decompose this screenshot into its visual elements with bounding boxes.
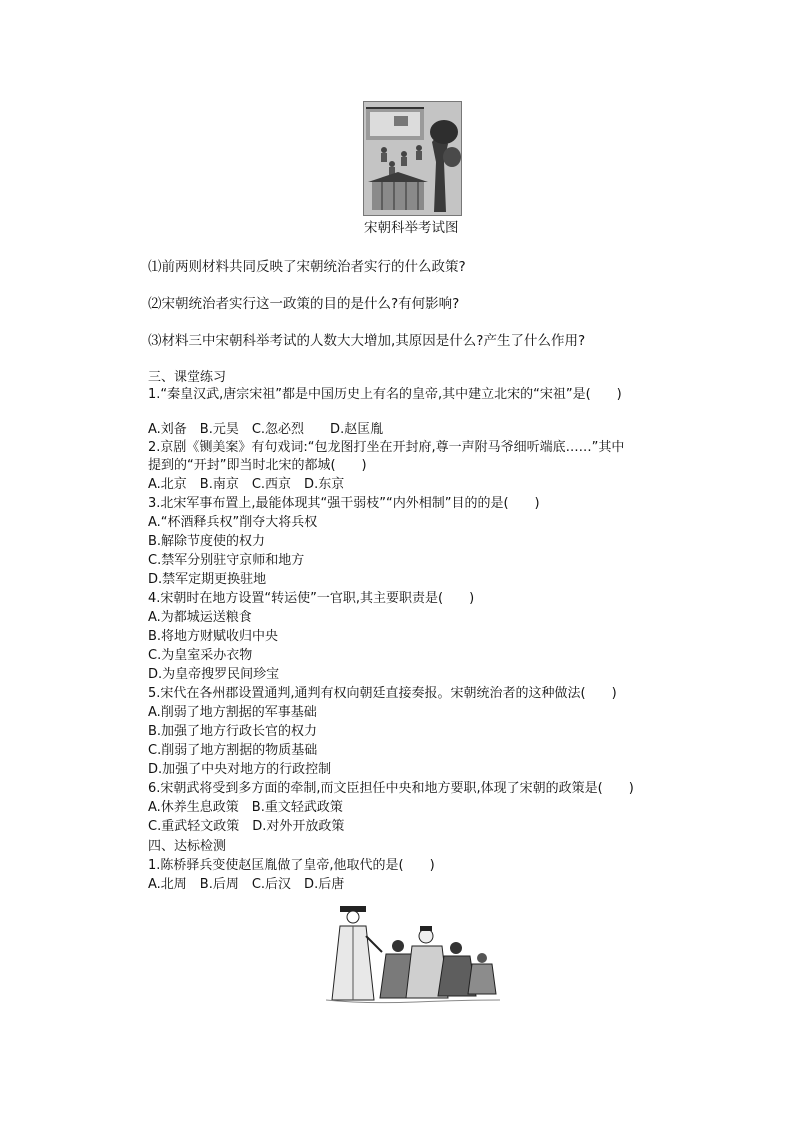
section-heading-assessment: 四、达标检测 <box>148 839 227 854</box>
exercise-line: A.休养生息政策 B.重文轻武政策 <box>148 800 343 815</box>
exercise-line: D.加强了中央对地方的行政控制 <box>148 762 332 777</box>
exercise-line: 提到的“开封”即当时北宋的都城( ) <box>148 458 367 473</box>
exercise-line: C.为皇室采办衣物 <box>148 648 253 663</box>
exercise-line: D.禁军定期更换驻地 <box>148 572 267 587</box>
section-heading-practice: 三、课堂练习 <box>148 370 227 385</box>
exercise-line: D.为皇帝搜罗民间珍宝 <box>148 667 280 682</box>
exercise-line: B.解除节度使的权力 <box>148 534 266 549</box>
exercise-line: 6.宋朝武将受到多方面的牵制,而文臣担任中央和地方要职,体现了宋朝的政策是( ) <box>148 781 634 796</box>
exercise-line: A.刘备 B.元昊 C.忽必烈 D.赵匡胤 <box>148 422 384 437</box>
exercise-line: 2.京剧《铡美案》有句戏词:“包龙图打坐在开封府,尊一声附马爷细听端底……”其中 <box>148 440 625 455</box>
exercise-line: 1.“秦皇汉武,唐宗宋祖”都是中国历史上有名的皇帝,其中建立北宋的“宋祖”是( ) <box>148 387 622 402</box>
exercise-line: 1.陈桥驿兵变使赵匡胤做了皇帝,他取代的是( ) <box>148 858 435 873</box>
figure-caption: 宋朝科举考试图 <box>364 220 459 236</box>
exercise-line: 4.宋朝时在地方设置“转运使”一官职,其主要职责是( ) <box>148 591 475 606</box>
exercise-line: 5.宋代在各州郡设置通判,通判有权向朝廷直接奏报。宋朝统治者的这种做法( ) <box>148 686 617 701</box>
exercise-line: B.加强了地方行政长官的权力 <box>148 724 318 739</box>
exercise-line: B.将地方财赋收归中央 <box>148 629 279 644</box>
question-1: ⑴前两则材料共同反映了宋朝统治者实行的什么政策? <box>148 259 466 275</box>
exercise-line: A.北京 B.南京 C.西京 D.东京 <box>148 477 345 492</box>
question-2: ⑵宋朝统治者实行这一政策的目的是什么?有何影响? <box>148 296 460 312</box>
exercise-line: A.为都城运送粮食 <box>148 610 252 625</box>
exercise-line: A.“杯酒释兵权”削夺大将兵权 <box>148 515 318 530</box>
exercise-line: A.北周 B.后周 C.后汉 D.后唐 <box>148 877 345 892</box>
question-3: ⑶材料三中宋朝科举考试的人数大大增加,其原因是什么?产生了什么作用? <box>148 333 586 349</box>
imperial-exam-illustration <box>363 101 462 216</box>
exercise-line: C.禁军分别驻守京师和地方 <box>148 553 305 568</box>
exercise-line: 3.北宋军事布置上,最能体现其“强干弱枝”“内外相制”目的的是( ) <box>148 496 540 511</box>
exercise-line: A.削弱了地方割据的军事基础 <box>148 705 317 720</box>
chenqiao-mutiny-illustration <box>326 900 500 1010</box>
exercise-line: C.削弱了地方割据的物质基础 <box>148 743 318 758</box>
exercise-line: C.重武轻文政策 D.对外开放政策 <box>148 819 345 834</box>
